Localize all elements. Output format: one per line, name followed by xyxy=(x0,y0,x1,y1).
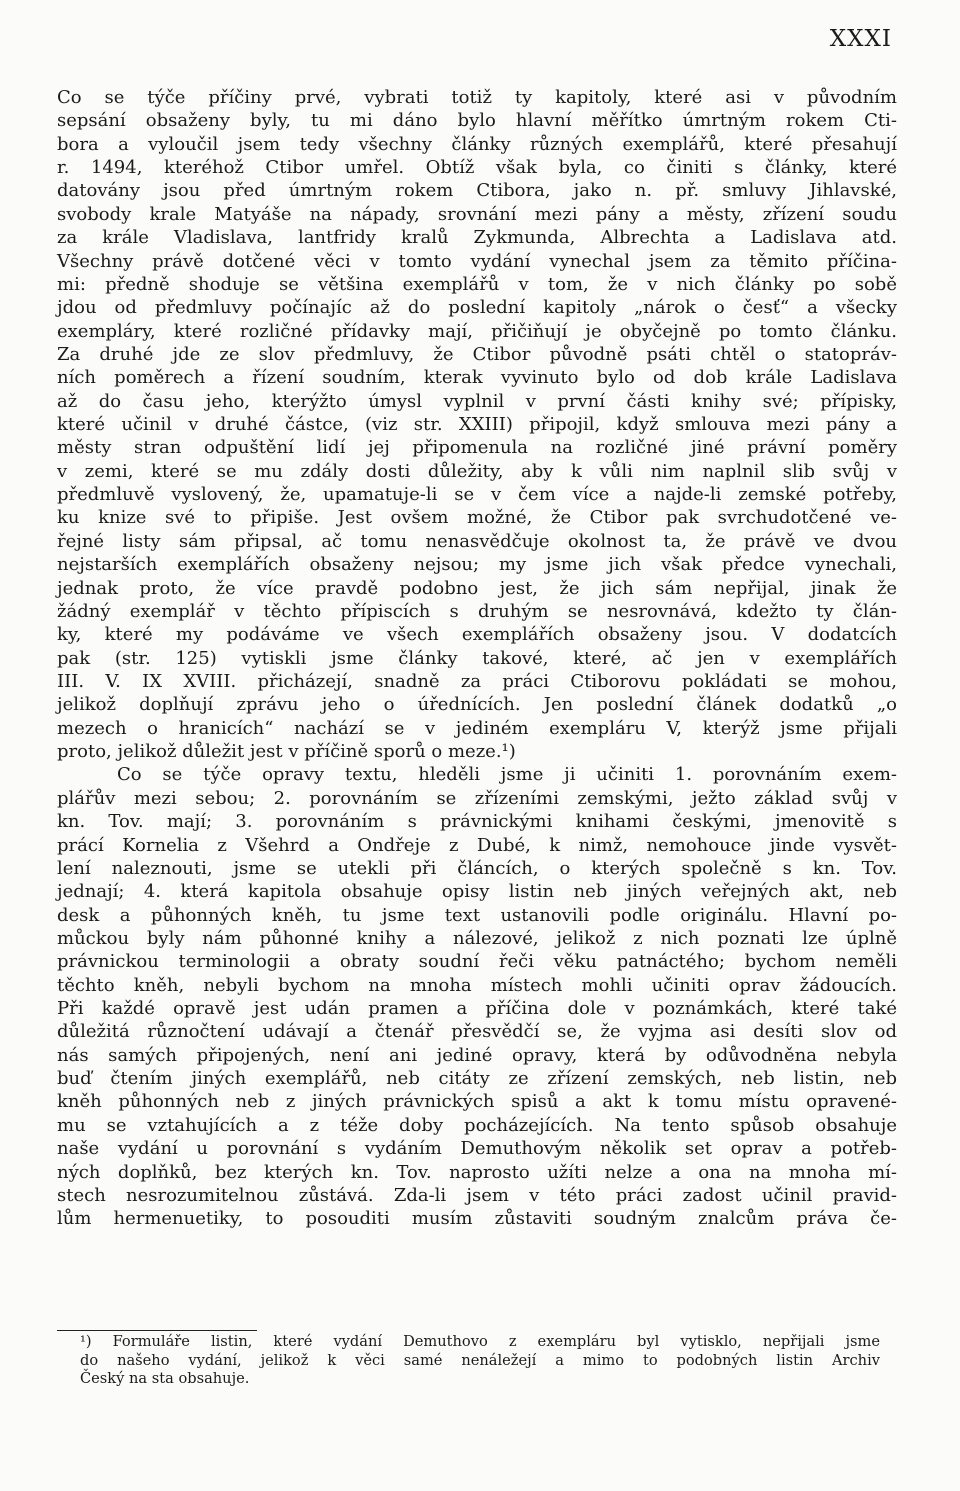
text-line: buď čtením jiných exemplářů, neb citáty ze zřízení zemských, neb listin, neb xyxy=(57,1068,897,1090)
text-line: až do času jeho, kterýžto úmysl vyplnil v první části knihy své; přípisky, xyxy=(57,390,897,412)
text-line: ních poměrech a řízení soudním, kterak vyvinuto bylo od dob krále Ladislava xyxy=(57,367,897,389)
text-line: za krále Vladislava, lantfridy kralů Zykmunda, Albrechta a Ladislava atd. xyxy=(57,227,897,249)
text-line: bora a vyloučil jsem tedy všechny články různých exemplářů, které přesahují xyxy=(57,133,897,155)
text-line: jednak proto, že více pravdě podobno jest, že jich sám nepřijal, jinak že xyxy=(57,577,897,599)
text-line: nás samých připojených, není ani jediné opravy, která by odůvodněna nebyla xyxy=(57,1044,897,1066)
footnotes xyxy=(80,1333,880,1389)
text-line: mezech o hranicích“ nachází se v jediném exempláru V, kterýž jsme přijali xyxy=(57,717,897,739)
text-line: ku knize své to připiše. Jest ovšem možné, že Ctibor pak svrchudotčené ve- xyxy=(57,507,897,529)
text-line: které učinil v druhé částce, (viz str. XXIII) připojil, když smlouva mezi pány a xyxy=(57,414,897,436)
text-line: lům hermenuetiky, to posouditi musím zůstaviti soudným znalcům práva če- xyxy=(57,1208,897,1230)
text-line: desk a půhonných kněh, tu jsme text ustanovili podle originálu. Hlavní po- xyxy=(57,904,897,926)
text-line: nejstarších exemplářích obsaženy nejsou; my jsme jich však předce vynechali, xyxy=(57,554,897,576)
page-number: XXXI xyxy=(829,26,892,52)
text-line: Co se týče příčiny prvé, vybrati totiž ty kapitoly, které asi v původním xyxy=(57,87,897,108)
text-line: Při každé opravě jest udán pramen a příčina dole v poznámkách, které také xyxy=(57,998,897,1020)
text-line: Všechny právě dotčené věci v tomto vydání vynechal jsem za těmito příčina- xyxy=(57,250,897,272)
text-line: kn. Tov. mají; 3. porovnáním s právnickými knihami českými, jmenovitě s xyxy=(57,811,897,833)
text-line: lení naleznouti, jsme se utekli při článcích, o kterých společně s kn. Tov. xyxy=(57,857,897,879)
text-line: mi: předně shoduje se většina exemplářů v tom, že v nich články po sobě xyxy=(57,273,897,295)
text-line: stech nesrozumitelnou zůstává. Zda-li jsem v této práci zadost učinil pravid- xyxy=(57,1184,897,1206)
footnote-line: Český na sta obsahuje. xyxy=(80,1370,250,1387)
text-line: sepsání obsaženy byly, tu mi dáno bylo hlavní měřítko úmrtným rokem Cti- xyxy=(57,110,897,132)
footnote-rule xyxy=(57,1330,257,1331)
text-line: III. V. IX XVIII. přicházejí, snadně za práci Ctiborovu pokládati se mohou, xyxy=(57,670,897,692)
text-line: naše vydání u porovnání s vydáním Demuthovým několik set oprav a potřeb- xyxy=(57,1138,897,1160)
footnote-line: ¹) Formuláře listin, které vydání Demuthovo z exempláru byl vytisklo, nepřijali jsme xyxy=(80,1333,880,1350)
text-line: jednají; 4. která kapitola obsahuje opisy listin neb jiných veřejných akt, neb xyxy=(57,881,897,903)
text-line: těchto kněh, nebyli bychom na mnoha místech mohli učiniti oprav žádoucích. xyxy=(57,974,897,996)
text-line: důležitá různočtení udávají a čtenář přesvědčí se, že vyjma asi desíti slov od xyxy=(57,1021,897,1043)
text-line: datovány jsou před úmrtným rokem Ctibora, jako n. př. smluvy Jihlavské, xyxy=(57,180,897,202)
text-line: ky, které my podáváme ve všech exemplářích obsaženy jsou. V dodatcích xyxy=(57,624,897,646)
text-line: proto, jelikož důležit jest v příčině sporů o meze.¹) xyxy=(57,741,516,763)
text-line: žádný exemplář v těchto přípiscích s druhým se nesrovnává, kdežto ty člán- xyxy=(57,600,897,622)
text-line: jdou od předmluvy počínajíc až do poslední kapitoly „nárok o česť“ a všecky xyxy=(57,297,897,319)
text-line: plářův mezi sebou; 2. porovnáním se zřízeními zemskými, ježto základ svůj v xyxy=(57,787,897,809)
text-line: řejné listy sám připsal, ač tomu nenasvědčuje okolnost ta, že právě ve dvou xyxy=(57,530,897,552)
text-line: r. 1494, kteréhož Ctibor umřel. Obtíž však byla, co činiti s články, které xyxy=(57,157,897,179)
text-line: ných doplňků, bez kterých kn. Tov. naprosto užíti nelze a ona na mnoha mí- xyxy=(57,1161,897,1183)
text-line: kněh půhonných neb z jiných právnických spisů a akt k tomu místu opravené- xyxy=(57,1091,897,1113)
text-line: svobody krale Matyáše na nápady, srovnání mezi pány a městy, zřízení soudu xyxy=(57,203,897,225)
text-line: Co se týče opravy textu, hleděli jsme ji učiniti 1. porovnáním exem- xyxy=(117,764,897,786)
text-line: prácí Kornelia z Všehrd a Ondřeje z Dubé, k nimž, nemohouce jinde vysvět- xyxy=(57,834,897,856)
text-line: jelikož doplňují zprávu jeho o úřednících. Jen poslední článek dodatků „o xyxy=(57,694,897,716)
text-line: exempláry, které rozličné přídavky mají, přičiňují je obyčejně po tomto článku. xyxy=(57,320,897,342)
body-text xyxy=(57,86,897,1231)
text-line: Za druhé jde ze slov předmluvy, že Ctibor původně psáti chtěl o statopráv- xyxy=(57,343,897,365)
text-line: v zemi, které se mu zdály dosti důležity, aby k vůli nim naplnil slib svůj v xyxy=(57,460,897,482)
text-line: předmluvě vyslovený, že, upamatuje-li se v čem více a najde-li zemské potřeby, xyxy=(57,484,897,506)
text-line: mu se vztahujících a z téže doby pocházejících. Na tento spůsob obsahuje xyxy=(57,1114,897,1136)
text-line: pak (str. 125) vytiskli jsme články takové, které, ač jen v exemplářích xyxy=(57,647,897,669)
text-line: můckou byly nám půhonné knihy a nálezové, jelikož z nich poznati lze úplně xyxy=(57,927,897,949)
text-line: městy stran odpuštění lidí jej připomenula na rozličné jiné právní poměry xyxy=(57,437,897,459)
text-line: právnickou terminologii a obraty soudní řeči věku patnáctého; bychom neměli xyxy=(57,951,897,973)
footnote-line: do našeho vydání, jelikož k věci samé nenáležejí a mimo to podobných listin Archiv xyxy=(80,1351,880,1369)
